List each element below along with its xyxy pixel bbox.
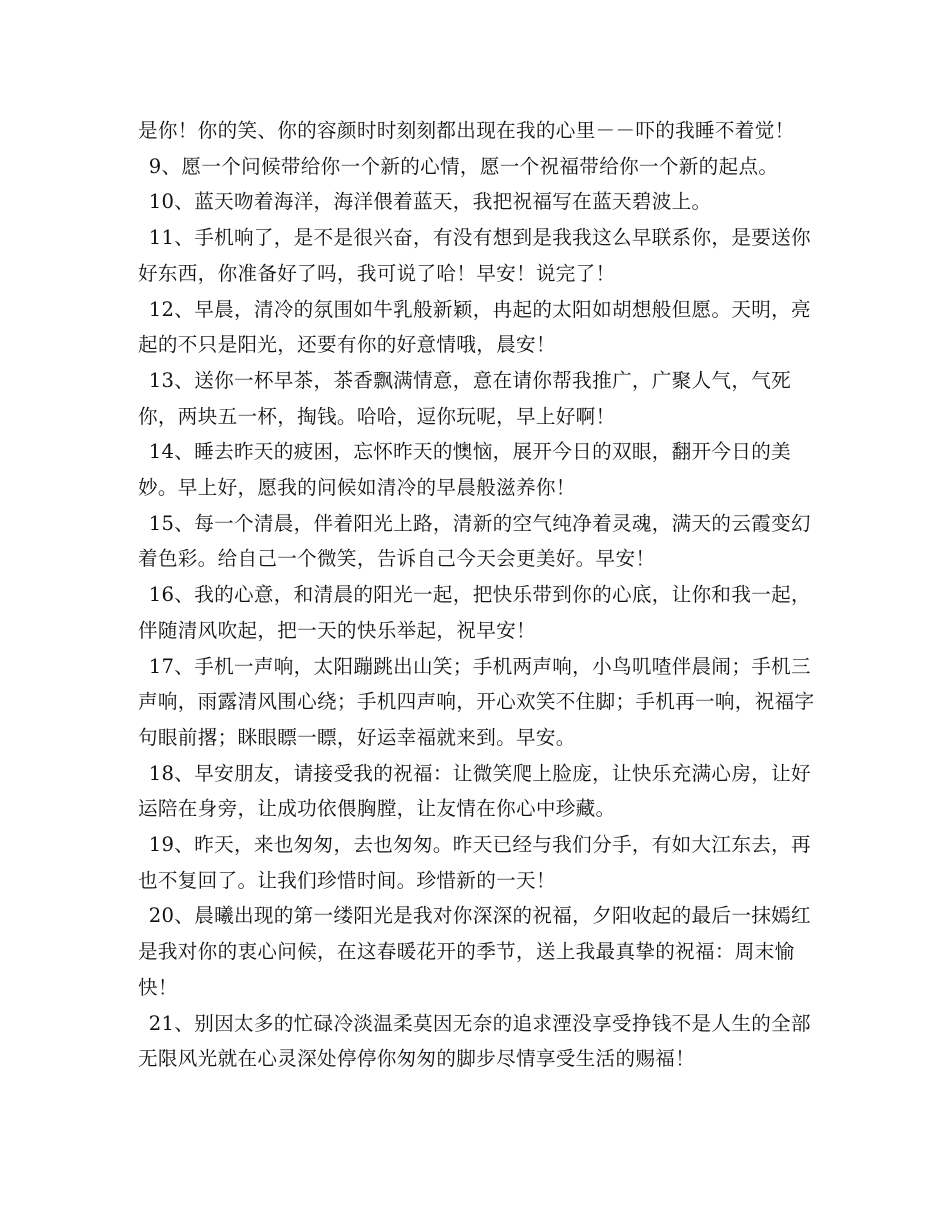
document-body [138, 113, 828, 1077]
paragraph-item-18: 18、早安朋友，请接受我的祝福：让微笑爬上脸庞，让快乐充满心房，让好运陪在身旁，让成功依偎胸膛，让友情在你心中珍藏。 [138, 761, 811, 821]
paragraph-item-21: 21、别因太多的忙碌冷淡温柔莫因无奈的追求湮没享受挣钱不是人生的全部无限风光就在心灵深处停停你匆匆的脚步尽情享受生活的赐福！ [138, 1011, 811, 1071]
paragraph-continuation: 是你！你的笑、你的容颜时时刻刻都出现在我的心里－－吓的我睡不着觉！ [138, 119, 795, 142]
paragraph-item-17: 17、手机一声响，太阳蹦跳出山笑；手机两声响，小鸟叽喳伴晨闹；手机三声响，雨露清风围心绕；手机四声响，开心欢笑不住脚；手机再一响，祝福字句眼前撂；眯眼瞟一瞟，好运幸福就来到。早安。 [138, 654, 815, 749]
paragraph-item-13: 13、送你一杯早茶，茶香飘满情意，意在请你帮我推广，广聚人气，气死你，两块五一杯，掏钱。哈哈，逗你玩呢，早上好啊！ [138, 368, 792, 428]
paragraph-item-10: 10、蓝天吻着海洋，海洋偎着蓝天，我把祝福写在蓝天碧波上。 [148, 190, 712, 214]
paragraph-item-12: 12、早晨，清冷的氛围如牛乳般新颖，冉起的太阳如胡想般但愿。天明，亮起的不只是阳光，还要有你的好意情哦，晨安！ [138, 297, 811, 357]
paragraph-item-19: 19、昨天，来也匆匆，去也匆匆。昨天已经与我们分手，有如大江东去，再也不复回了。让我们珍惜时间。珍惜新的一天！ [138, 833, 811, 892]
paragraph-item-9: 9、愿一个问候带给你一个新的心情，愿一个祝福带给你一个新的起点。 [148, 154, 779, 178]
paragraph-item-15: 15、每一个清晨，伴着阳光上路，清新的空气纯净着灵魂，满天的云霞变幻着色彩。给自己一个微笑，告诉自己今天会更美好。早安！ [138, 511, 811, 571]
paragraph-item-14: 14、睡去昨天的疲困，忘怀昨天的懊恼，展开今日的双眼，翻开今日的美妙。早上好，愿我的问候如清冷的早晨般滋养你！ [138, 440, 792, 500]
paragraph-item-20: 20、晨曦出现的第一缕阳光是我对你深深的祝福，夕阳收起的最后一抹嫣红是我对你的衷心问候，在这春暖花开的季节，送上我最真挚的祝福：周末愉快！ [138, 904, 811, 999]
paragraph-item-11: 11、手机响了，是不是很兴奋，有没有想到是我我这么早联系你，是要送你好东西，你准备好了吗，我可说了哈！早安！说完了！ [138, 226, 811, 285]
paragraph-item-16: 16、我的心意，和清晨的阳光一起，把快乐带到你的心底，让你和我一起，伴随清风吹起，把一天的快乐举起，祝早安！ [138, 583, 811, 642]
